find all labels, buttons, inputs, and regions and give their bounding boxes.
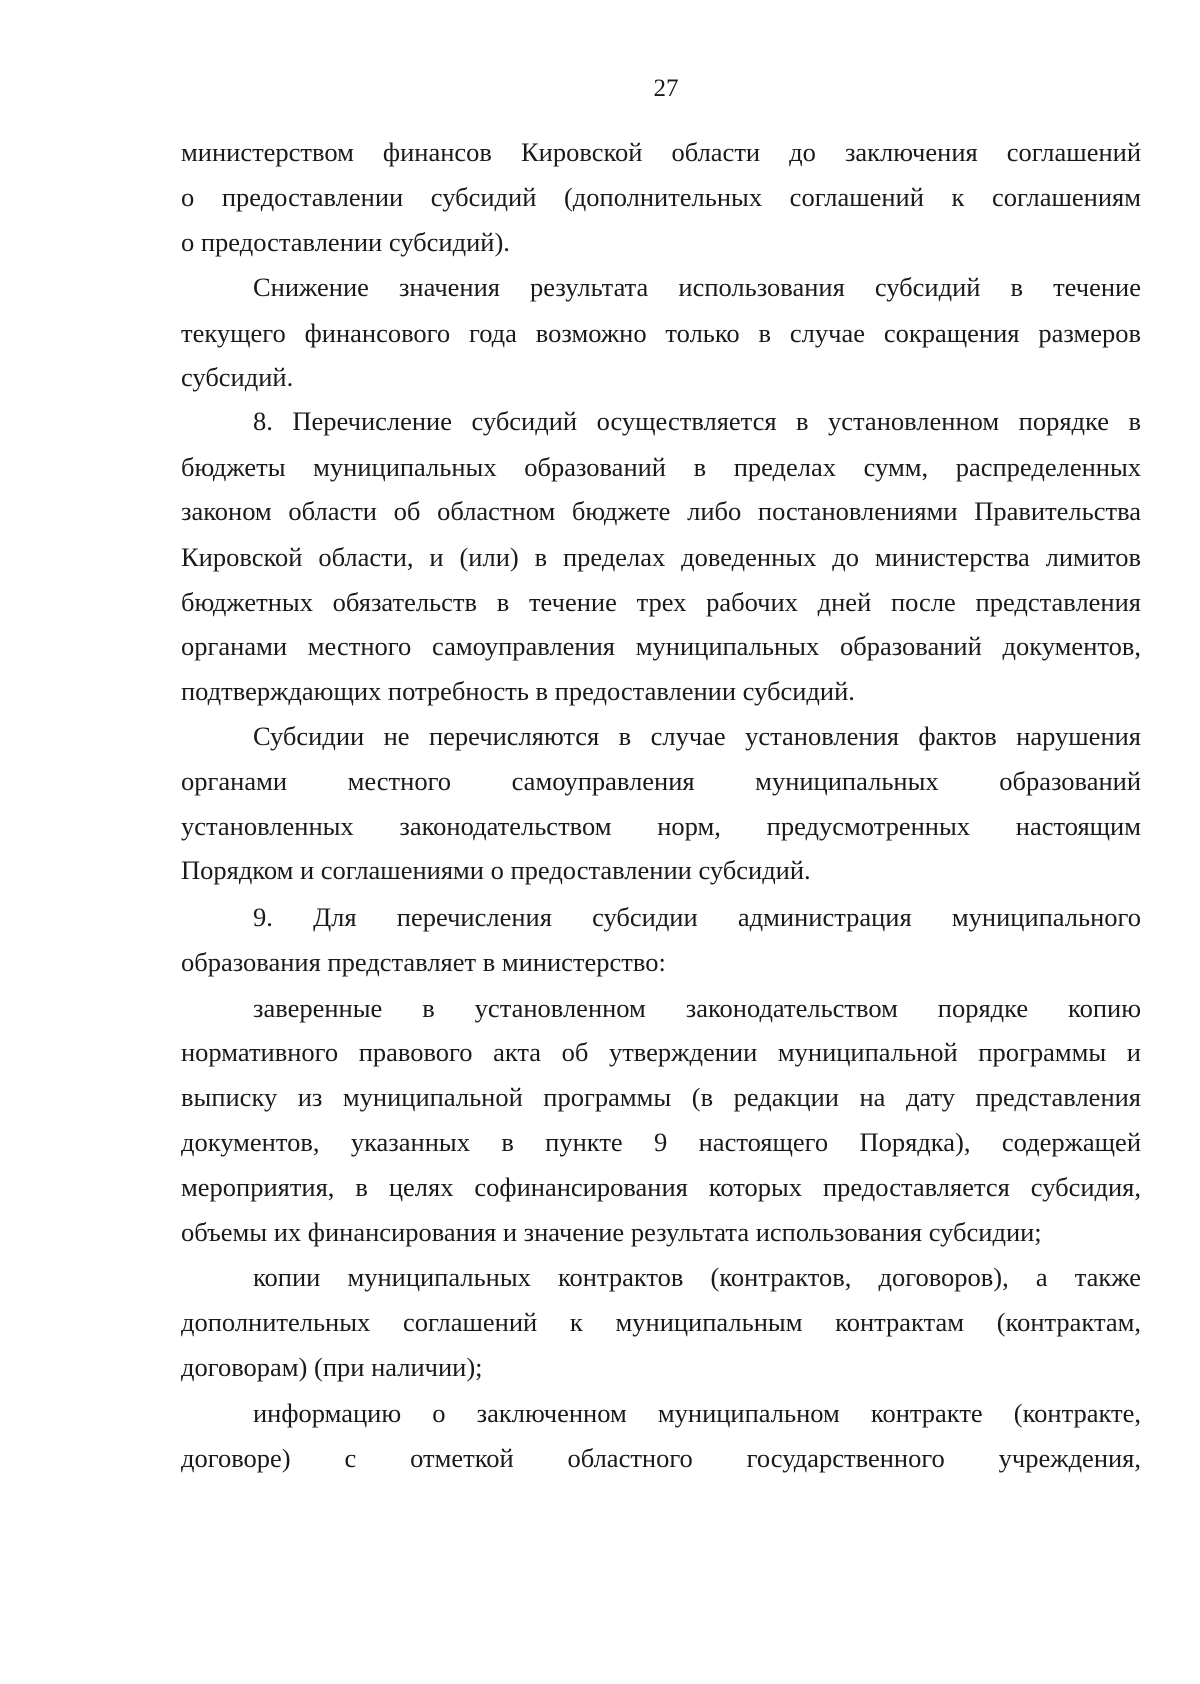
text-line: бюджетных обязательств в течение трех рабочих дней после представления xyxy=(181,587,1141,617)
text-line: документов, указанных в пункте 9 настоящего Порядка), содержащей xyxy=(181,1127,1141,1157)
text-line: нормативного правового акта об утверждении муниципальной программы и xyxy=(181,1037,1141,1067)
text-line: текущего финансового года возможно только в случае сокращения размеров xyxy=(181,318,1141,348)
text-line: Снижение значения результата использования субсидий в течение xyxy=(253,272,1141,302)
page-number: 27 xyxy=(653,75,679,102)
text-line: органами местного самоуправления муниципальных образований xyxy=(181,766,1141,796)
text-line: образования представляет в министерство: xyxy=(181,947,666,977)
text-line: о предоставлении субсидий (дополнительных соглашений к соглашениям xyxy=(181,182,1141,212)
text-line: 9. Для перечисления субсидии администрация муниципального xyxy=(253,902,1141,932)
text-line: дополнительных соглашений к муниципальным контрактам (контрактам, xyxy=(181,1307,1141,1337)
text-line: 8. Перечисление субсидий осуществляется в установленном порядке в xyxy=(253,406,1141,436)
text-line: договоре) с отметкой областного государственного учреждения, xyxy=(181,1443,1141,1473)
text-line: о предоставлении субсидий). xyxy=(181,227,510,257)
text-line: субсидий. xyxy=(181,362,294,392)
text-line: органами местного самоуправления муниципальных образований документов, xyxy=(181,631,1141,661)
text-line: законом области об областном бюджете либо постановлениями Правительства xyxy=(181,496,1141,526)
text-line: Субсидии не перечисляются в случае установления фактов нарушения xyxy=(253,721,1141,751)
text-line: бюджеты муниципальных образований в пределах сумм, распределенных xyxy=(181,452,1141,482)
text-line: Порядком и соглашениями о предоставлении субсидий. xyxy=(181,855,811,885)
text-line: выписку из муниципальной программы (в редакции на дату представления xyxy=(181,1082,1141,1112)
text-line: объемы их финансирования и значение результата использования субсидии; xyxy=(181,1217,1042,1247)
text-line: министерством финансов Кировской области до заключения соглашений xyxy=(181,137,1141,167)
text-line: договорам) (при наличии); xyxy=(181,1352,483,1382)
text-line: Кировской области, и (или) в пределах доведенных до министерства лимитов xyxy=(181,542,1141,572)
text-line: установленных законодательством норм, предусмотренных настоящим xyxy=(181,811,1141,841)
text-line: информацию о заключенном муниципальном контракте (контракте, xyxy=(253,1398,1141,1428)
text-line: копии муниципальных контрактов (контрактов, договоров), а также xyxy=(253,1262,1141,1292)
text-line: заверенные в установленном законодательством порядке копию xyxy=(253,993,1141,1023)
text-line: мероприятия, в целях софинансирования которых предоставляется субсидия, xyxy=(181,1172,1141,1202)
text-line: подтверждающих потребность в предоставлении субсидий. xyxy=(181,676,855,706)
